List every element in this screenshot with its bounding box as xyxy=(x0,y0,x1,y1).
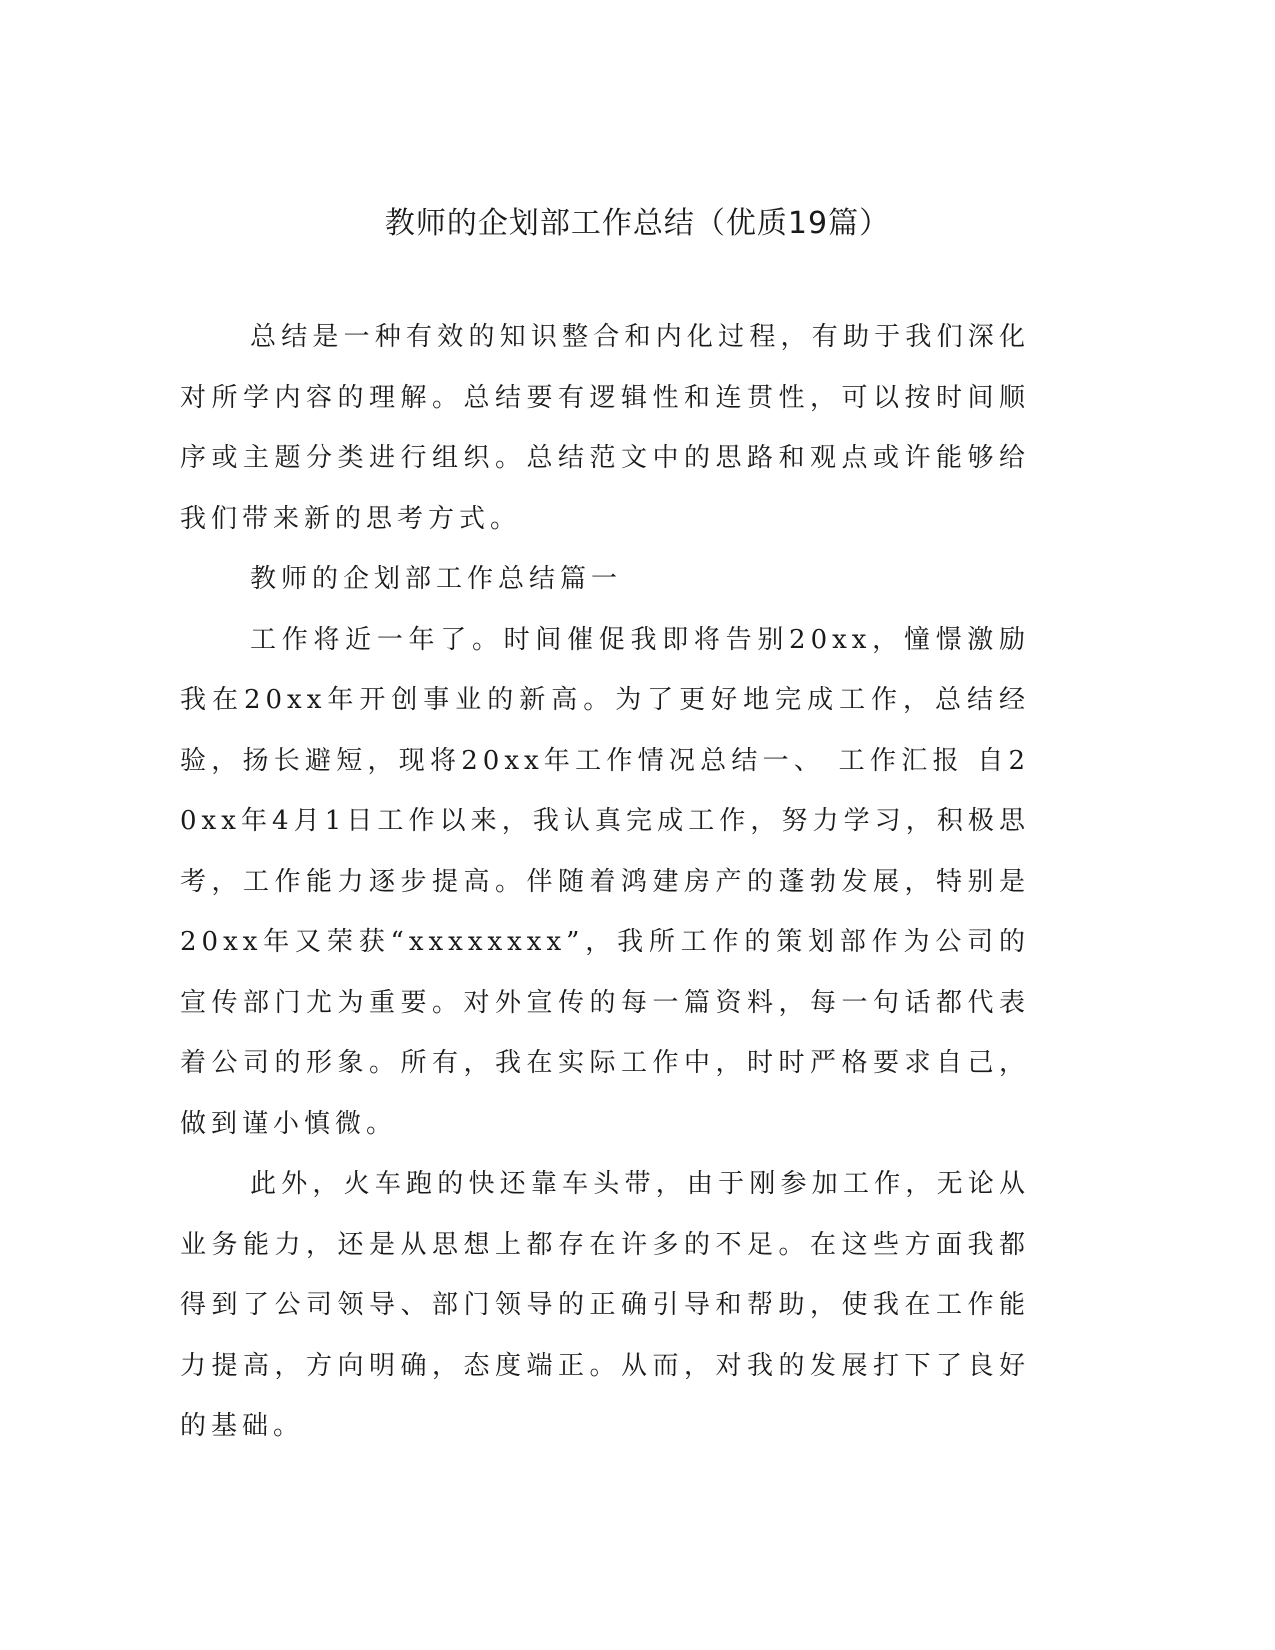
intro-paragraph: 总结是一种有效的知识整合和内化过程，有助于我们深化对所学内容的理解。总结要有逻辑性和连贯性，可以按时间顺序或主题分类进行组织。总结范文中的思路和观点或许能够给我们带来新的思考方式。 xyxy=(180,322,1030,534)
document-body xyxy=(180,307,1030,1457)
body-paragraph: 工作将近一年了。时间催促我即将告别20xx，憧憬激励我在20xx年开创事业的新高。为了更好地完成工作，总结经验，扬长避短，现将20xx年工作情况总结一、 工作汇报 自20xx年4月1日工作以来，我认真完成工作，努力学习，积极思考，工作能力逐步提高。伴随着鸿建房产的蓬勃发展，特别是20xx年又荣获“xxxxxxxx”，我所工作的策划部作为公司的宣传部门尤为重要。对外宣传的每一篇资料，每一句话都代表着公司的形象。所有，我在实际工作中，时时严格要求自己，做到谨小慎微。 xyxy=(180,624,1030,1139)
section-heading: 教师的企划部工作总结篇一 xyxy=(250,564,623,594)
body-paragraph: 此外，火车跑的快还靠车头带，由于刚参加工作，无论从业务能力，还是从思想上都存在许多的不足。在这些方面我都得到了公司领导、部门领导的正确引导和帮助，使我在工作能力提高，方向明确，态度端正。从而，对我的发展打下了良好的基础。 xyxy=(180,1169,1030,1441)
document-title: 教师的企划部工作总结（优质19篇） xyxy=(384,206,891,241)
